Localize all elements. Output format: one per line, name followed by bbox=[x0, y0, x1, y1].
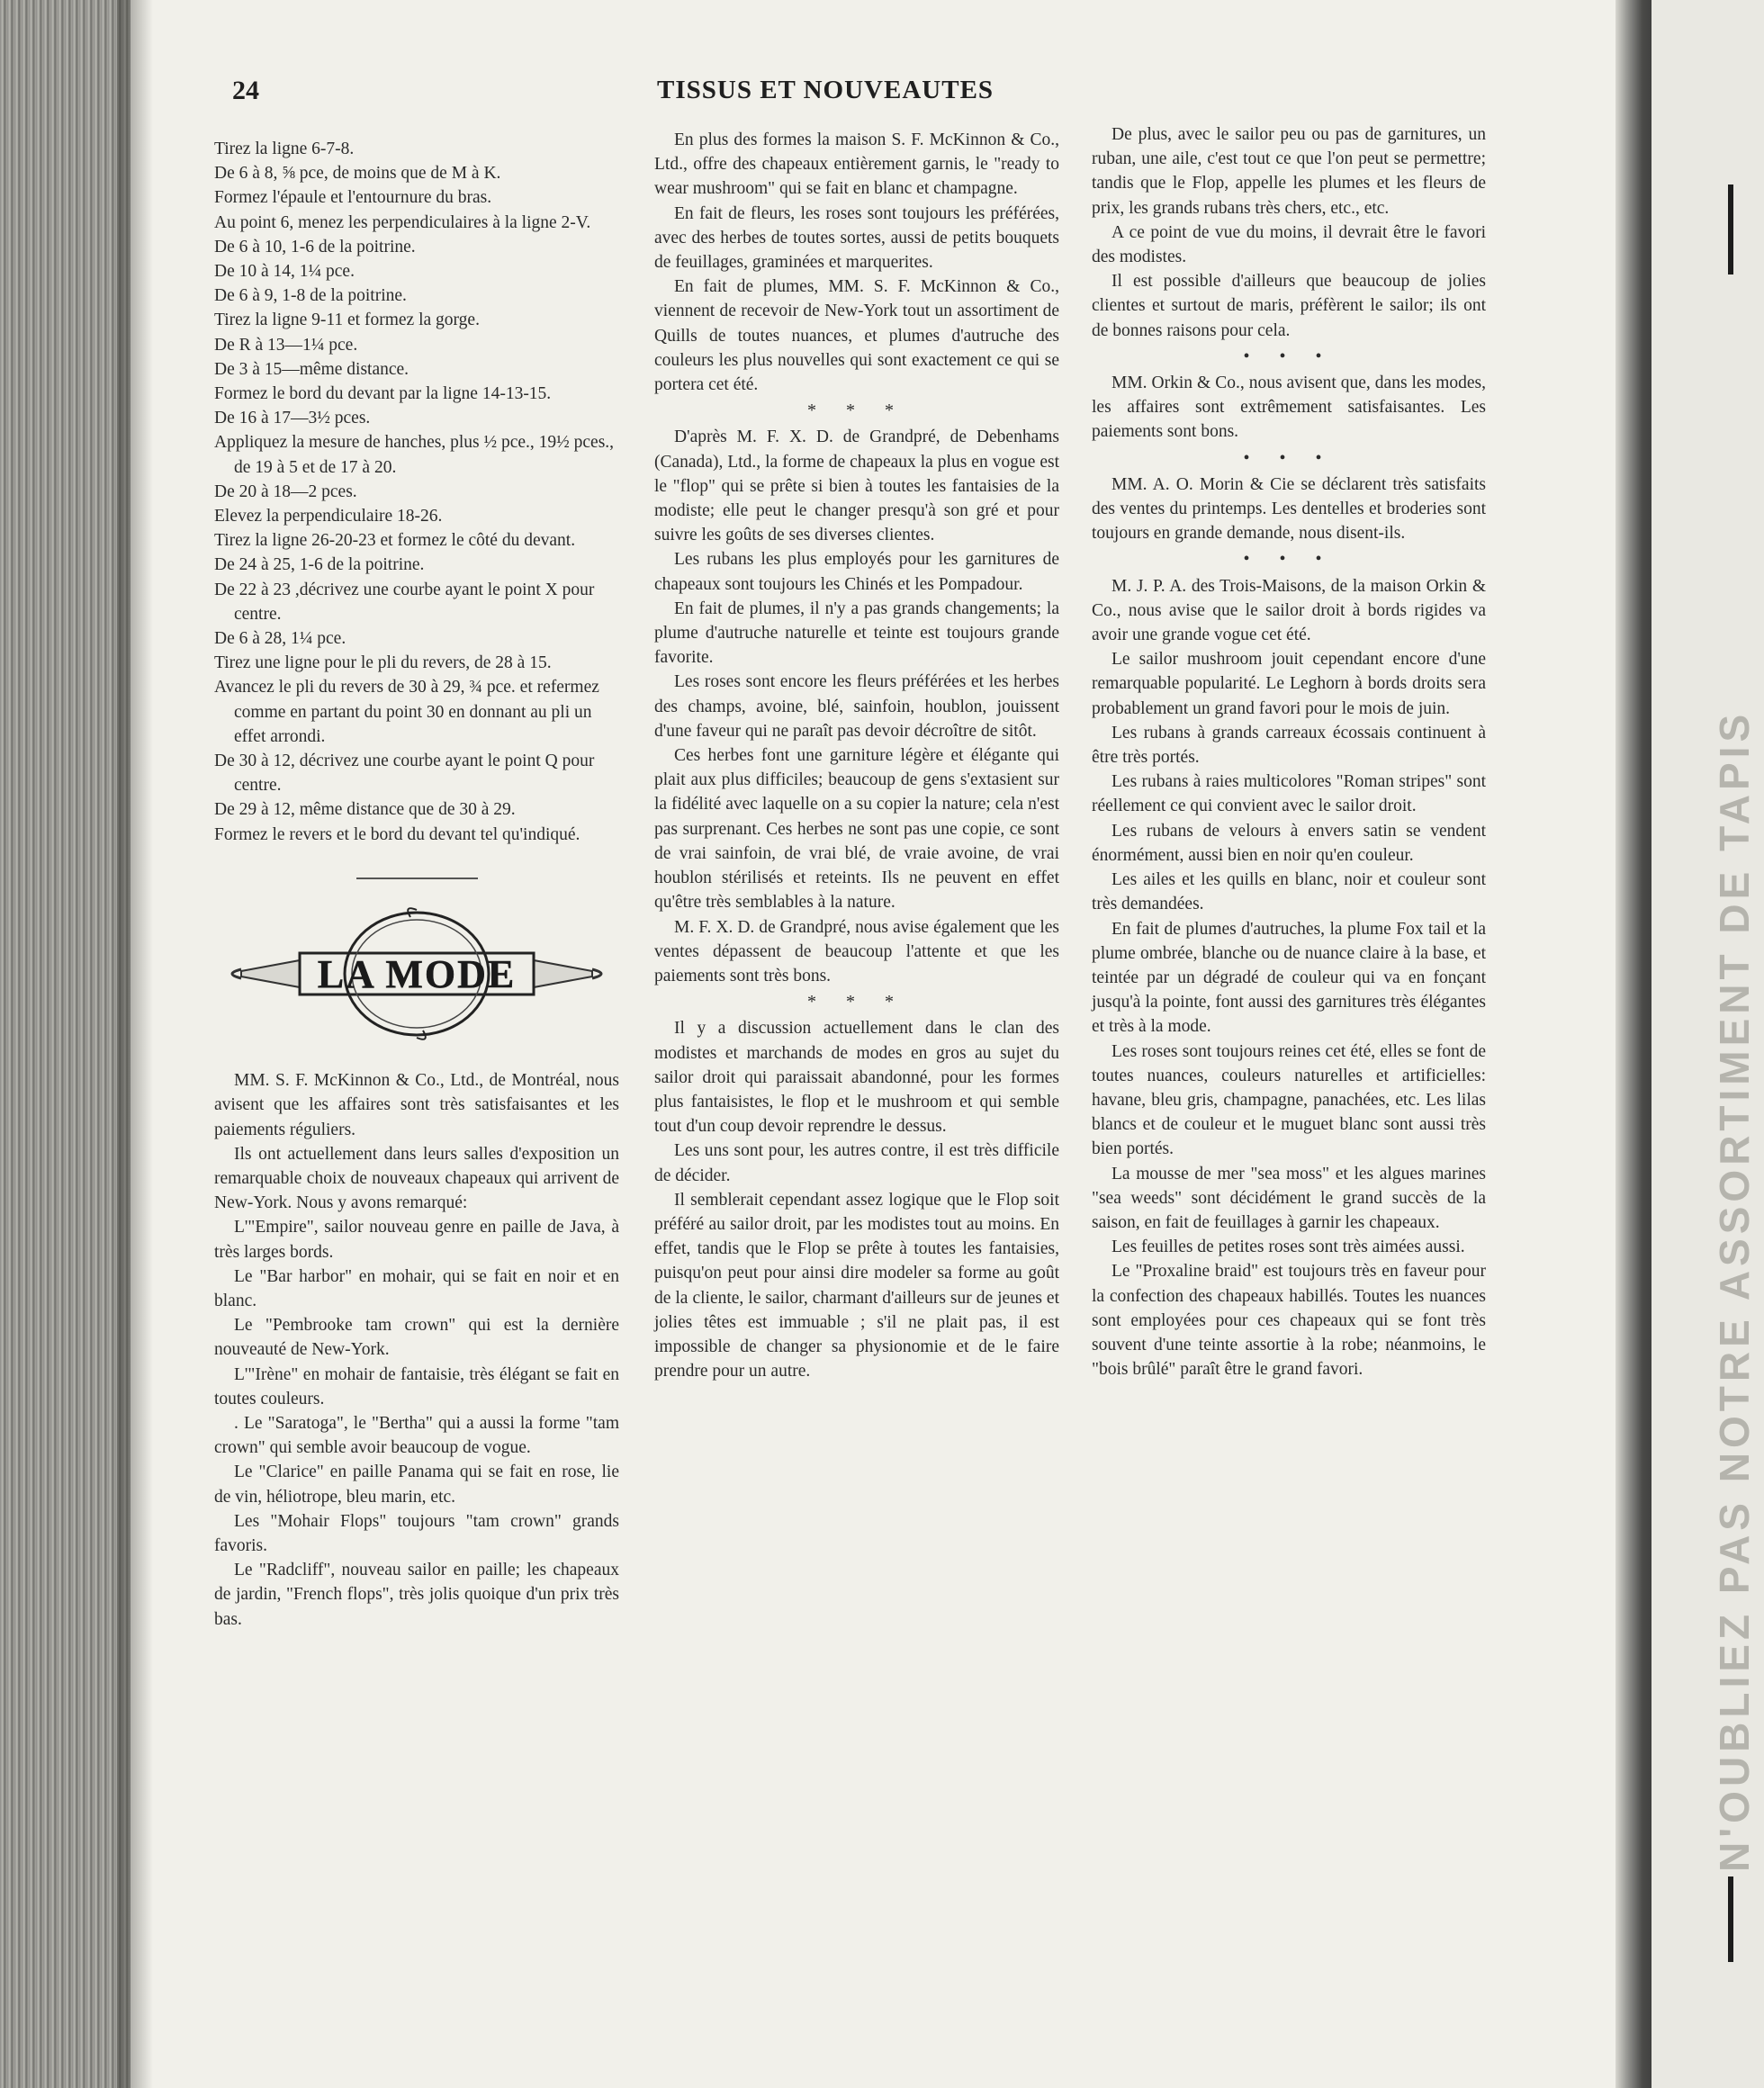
instruction-line: Formez l'épaule et l'entournure du bras. bbox=[214, 188, 492, 208]
section-separator: * * * bbox=[807, 992, 906, 1012]
sailor-discussion-continued bbox=[1092, 122, 1486, 343]
paragraph: L'"Empire", sailor nouveau genre en paille de Java, à très larges bords. bbox=[214, 1218, 619, 1262]
instruction-line: De 24 à 25, 1-6 de la poitrine. bbox=[214, 555, 425, 575]
paragraph: Il y a discussion actuellement dans le clan des modistes et marchands de modes en gros au sujet du sailor droit qui paraissait abandonné, pour les formes plus fantaisistes, le flop et le mushroom et qui semble tout d'un coup devoir reprendre le dessus. bbox=[654, 1019, 1059, 1137]
section-separator: • • • bbox=[1243, 346, 1335, 366]
paragraph: Les feuilles de petites roses sont très aimées aussi. bbox=[1112, 1238, 1465, 1257]
instruction-line: Au point 6, menez les perpendiculaires à la ligne 2-V. bbox=[214, 212, 591, 232]
instruction-line: Tirez la ligne 26-20-23 et formez le côté du devant. bbox=[214, 531, 576, 551]
facing-page-rule-top bbox=[1728, 184, 1733, 274]
paragraph: Les rubans les plus employés pour les garnitures de chapeaux sont toujours les Chinés et les Pompadour. bbox=[654, 550, 1059, 594]
instruction-line: De 3 à 15—même distance. bbox=[214, 359, 410, 379]
paragraph: Les uns sont pour, les autres contre, il est très difficile de décider. bbox=[654, 1141, 1059, 1185]
column-3 bbox=[1092, 122, 1486, 1382]
instruction-line: De 10 à 14, 1¼ pce. bbox=[214, 262, 355, 282]
paragraph: Les rubans à grands carreaux écossais continuent à être très portés. bbox=[1092, 723, 1486, 768]
instruction-line: De 30 à 12, décrivez une courbe ayant le point Q pour centre. bbox=[214, 752, 595, 796]
paragraph: L'"Irène" en mohair de fantaisie, très élégant se fait en toutes couleurs. bbox=[214, 1364, 619, 1408]
trois-maisons-article bbox=[1092, 574, 1486, 1382]
logo-text: LA MODE bbox=[317, 951, 517, 996]
running-head: TISSUS ET NOUVEAUTES bbox=[657, 76, 994, 104]
page-number: 24 bbox=[232, 76, 259, 105]
paragraph: Les rubans de velours à envers satin se vendent énormément, aussi bien en noir qu'en couleur. bbox=[1092, 821, 1486, 865]
paragraph: M. J. P. A. des Trois-Maisons, de la maison Orkin & Co., nous avise que le sailor droit à bords rigides va avoir une grande vogue cet été. bbox=[1092, 576, 1486, 645]
paragraph: En fait de plumes, MM. S. F. McKinnon & Co., viennent de recevoir de New-York tout un assortiment de Quills de toutes nuances, et plumes d'autruche des couleurs les plus nouvelles qui sont exactement ce qui se portera cet été. bbox=[654, 277, 1059, 395]
paragraph: M. F. X. D. de Grandpré, nous avise également que les ventes dépassent de beaucoup l'attente et que les paiements sont très bons. bbox=[654, 917, 1059, 986]
paragraph: D'après M. F. X. D. de Grandpré, de Debenhams (Canada), Ltd., la forme de chapeaux la plus en vogue est le "flop" qui se prête si bien à toutes les fantaisies de la modiste; elle peut le changer presqu'à son gré et pour suivre les goûts de ses diverses clientes. bbox=[654, 428, 1059, 545]
section-separator: • • • bbox=[1243, 447, 1335, 468]
la-mode-logo bbox=[214, 906, 619, 1041]
orkin-paragraph: MM. Orkin & Co., nous avisent que, dans les modes, les affaires sont extrêmement satisfaisantes. Les paiements sont bons. bbox=[1092, 374, 1486, 442]
instruction-line: Elevez la perpendiculaire 18-26. bbox=[214, 507, 443, 526]
paragraph: En plus des formes la maison S. F. McKinnon & Co., Ltd., offre des chapeaux entièrement garnis, le "ready to wear mushroom" qui se fait en blanc et champagne. bbox=[654, 130, 1059, 199]
paragraph: Il est possible d'ailleurs que beaucoup de jolies clientes et surtout de maris, préfèrent le sailor; ils ont de bonnes raisons pour cela. bbox=[1092, 272, 1486, 340]
section-separator: * * * bbox=[807, 400, 906, 421]
instruction-line: De 16 à 17—3½ pces. bbox=[214, 409, 371, 428]
book-page-edges bbox=[0, 0, 130, 2088]
instruction-line: Avancez le pli du revers de 30 à 29, ¾ pce. et refermez comme en partant du point 30 en donnant au pli un effet arrondi. bbox=[214, 678, 599, 746]
instruction-line: Formez le bord du devant par la ligne 14-13-15. bbox=[214, 384, 552, 404]
instruction-line: Appliquez la mesure de hanches, plus ½ pce., 19½ pces., de 19 à 5 et de 17 à 20. bbox=[214, 433, 615, 477]
instruction-line: De 6 à 8, ⅝ pce, de moins que de M à K. bbox=[214, 164, 501, 184]
paragraph: Le "Proxaline braid" est toujours très en faveur pour la confection des chapeaux habillés. Toutes les nuances sont employées pour ces chapeaux qui se font très souvent d'une teinte assortie à la robe; néanmoins, le "bois brûlé" paraît être le grand favori. bbox=[1092, 1262, 1486, 1380]
gutter-shadow bbox=[117, 0, 153, 2088]
paragraph: De plus, avec le sailor peu ou pas de garnitures, un ruban, une aile, c'est tout ce que l'on peut se permettre; tandis que le Flop, appelle les plumes et les fleurs de prix, les grands rubans très chers, etc., etc. bbox=[1092, 125, 1486, 218]
paragraph: En fait de plumes d'autruches, la plume Fox tail et la plume ombrée, blanche ou de nuance claire à la base, et teintée par un dégradé de couleur qui va en fonçant jusqu'à la pointe, font aussi des garnitures très élégantes et très à la mode. bbox=[1092, 919, 1486, 1037]
instruction-line: De 29 à 12, même distance que de 30 à 29. bbox=[214, 800, 516, 820]
instruction-line: De 20 à 18—2 pces. bbox=[214, 482, 357, 501]
instruction-line: Tirez une ligne pour le pli du revers, de 28 à 15. bbox=[214, 653, 552, 673]
instruction-line: Tirez la ligne 6-7-8. bbox=[214, 140, 355, 158]
paragraph: En fait de plumes, il n'y a pas grands changements; la plume d'autruche naturelle et teinte est toujours grande favorite. bbox=[654, 598, 1059, 668]
paragraph: Le "Clarice" en paille Panama qui se fait en rose, lie de vin, héliotrope, bleu marin, etc. bbox=[214, 1462, 619, 1507]
paragraph: Les rubans à raies multicolores "Roman stripes" sont réellement ce qui convient avec le sailor droit. bbox=[1092, 772, 1486, 816]
paragraph: La mousse de mer "sea moss" et les algues marines "sea weeds" sont décidément le grand succès de la saison, en fait de feuillages à garnir les chapeaux. bbox=[1092, 1164, 1486, 1232]
column-2 bbox=[654, 128, 1059, 1383]
paragraph: Il semblerait cependant assez logique que le Flop soit préféré au sailor droit, par les modistes tout au moins. En effet, tandis que le Flop se prête à toutes les fantaisies, puisqu'on peut pour ainsi dire modeler sa forme au goût de la cliente, le sailor, charmant d'ailleurs sur de jeunes et jolies têtes est immuable ; s'il ne plait pas, il est impossible de changer sa physionomie et de le faire prendre pour un autre. bbox=[654, 1190, 1059, 1382]
facing-page-vertical-text: N'OUBLIEZ PAS NOTRE ASSORTIMENT DE TAPIS bbox=[1711, 709, 1758, 1872]
grandpre-article bbox=[654, 425, 1059, 988]
paragraph: Les "Mohair Flops" toujours "tam crown" grands favoris. bbox=[214, 1511, 619, 1555]
paragraph: Les roses sont encore les fleurs préférées et les herbes des champs, avoine, blé, sainfoin, houblon, jouissent d'une faveur qui ne paraît pas devoir décroître de sitôt. bbox=[654, 672, 1059, 741]
sailor-discussion-article bbox=[654, 1016, 1059, 1383]
paragraph: Le "Pembrooke tam crown" qui est la dernière nouveauté de New-York. bbox=[214, 1316, 619, 1360]
section-separator: • • • bbox=[1243, 549, 1335, 570]
instruction-line: De 6 à 10, 1-6 de la poitrine. bbox=[214, 237, 416, 256]
facing-page-rule-bottom bbox=[1728, 1876, 1733, 1962]
paragraph: Le "Bar harbor" en mohair, qui se fait en noir et en blanc. bbox=[214, 1266, 619, 1310]
paragraph: Le sailor mushroom jouit cependant encore d'une remarquable popularité. Le Leghorn à bords droits sera probablement un grand favori pour le mois de juin. bbox=[1092, 650, 1486, 718]
pattern-instructions bbox=[214, 137, 619, 847]
paragraph: MM. S. F. McKinnon & Co., Ltd., de Montréal, nous avisent que les affaires sont très satisfaisantes et les paiements réguliers. bbox=[214, 1071, 619, 1139]
paragraph: Les roses sont toujours reines cet été, elles se font de toutes nuances, couleurs naturelles et artificielles: havane, bleu gris, champagne, panachées, etc. Les lilas blancs et de couleur et le muguet blanc sont aussi très bien portés. bbox=[1092, 1041, 1486, 1159]
paragraph: Ces herbes font une garniture légère et élégante qui plait aux plus difficiles; beaucoup de gens s'extasient sur la fidélité avec laquelle on a su copier la nature; cela n'est pas surprenant. Ces herbes ne sont pas une copie, ce sont de vrai sainfoin, de vrai blé, de vraie avoine, de vrai houblon stérilisés et reteints. Ils ne peuvent en effet qu'être très semblables à la nature. bbox=[654, 746, 1059, 913]
la-mode-article bbox=[214, 1068, 619, 1632]
column-1 bbox=[214, 137, 619, 1632]
mckinnon-article bbox=[654, 128, 1059, 397]
instruction-line: Tirez la ligne 9-11 et formez la gorge. bbox=[214, 310, 480, 330]
instruction-line: De 6 à 9, 1-8 de la poitrine. bbox=[214, 286, 407, 306]
paragraph: Ils ont actuellement dans leurs salles d'exposition un remarquable choix de nouveaux chapeaux qui arrivent de New-York. Nous y avons remarqué: bbox=[214, 1144, 619, 1213]
paragraph: A ce point de vue du moins, il devrait être le favori des modistes. bbox=[1092, 222, 1486, 267]
paragraph: Le "Radcliff", nouveau sailor en paille; les chapeaux de jardin, "French flops", très jolis quoique d'un prix très bas. bbox=[214, 1561, 619, 1629]
instruction-line: De 22 à 23 ,décrivez une courbe ayant le point X pour centre. bbox=[214, 580, 595, 624]
paragraph: En fait de fleurs, les roses sont toujours les préférées, avec des herbes de toutes sortes, aussi de petits bouquets de feuillages, graminées et marquerites. bbox=[654, 203, 1059, 273]
paragraph: Les ailes et les quills en blanc, noir et couleur sont très demandées. bbox=[1092, 870, 1486, 914]
paragraph: . Le "Saratoga", le "Bertha" qui a aussi la forme "tam crown" qui semble avoir beaucoup de vogue. bbox=[214, 1413, 619, 1458]
instruction-line: De R à 13—1¼ pce. bbox=[214, 335, 358, 355]
instruction-line: Formez le revers et le bord du devant tel qu'indiqué. bbox=[214, 824, 580, 844]
section-divider bbox=[356, 878, 478, 879]
morin-paragraph: MM. A. O. Morin & Cie se déclarent très satisfaits des ventes du printemps. Les dentelles et broderies sont toujours en grande demande, nous disent-ils. bbox=[1092, 474, 1486, 544]
instruction-line: De 6 à 28, 1¼ pce. bbox=[214, 629, 346, 649]
